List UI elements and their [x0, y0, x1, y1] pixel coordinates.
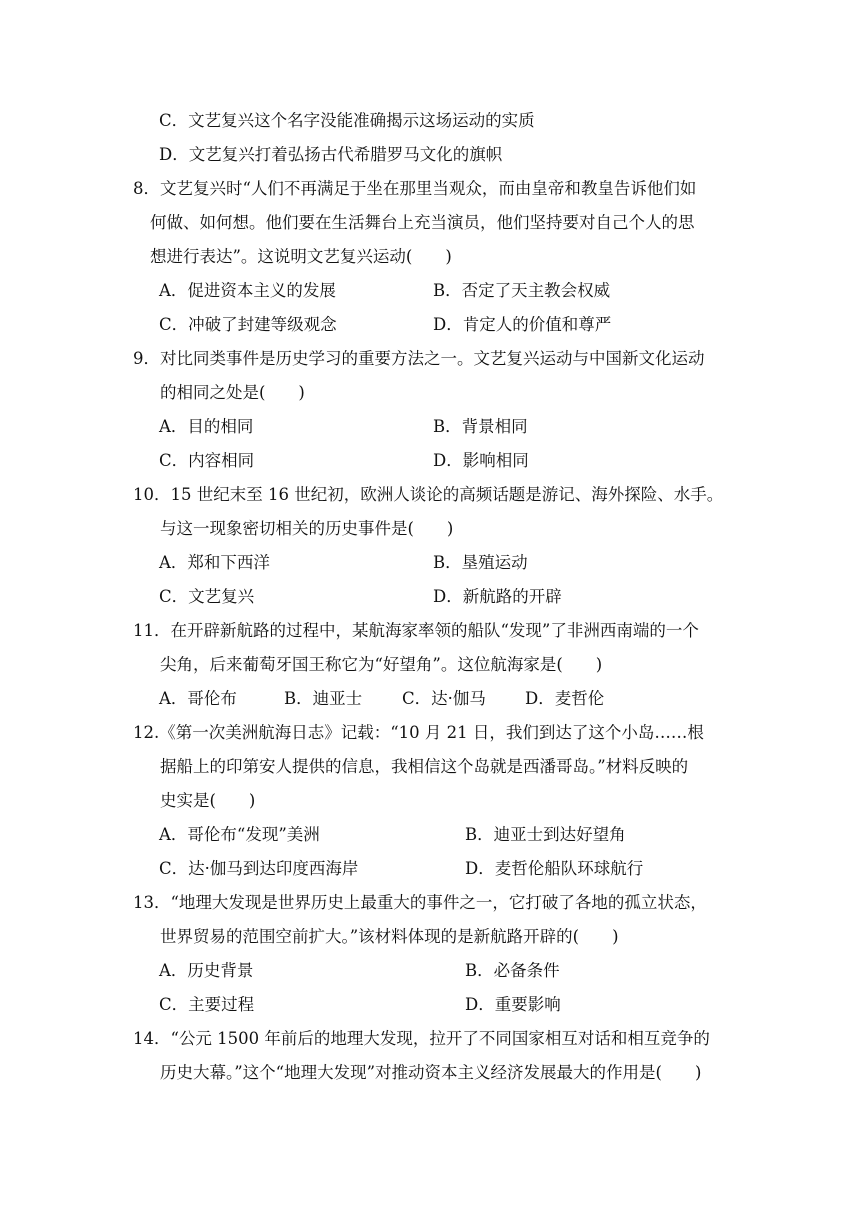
q13-stem-line-2: 世界贸易的范围空前扩大。”该材料体现的是新航路开辟的( ): [160, 927, 619, 946]
q12-option-c: C．达·伽马到达印度西海岸: [159, 859, 359, 878]
q12-option-d: D．麦哲伦船队环球航行: [465, 859, 644, 878]
q13-option-b: B．必备条件: [465, 961, 560, 980]
q12-option-b: B．迪亚士到达好望角: [465, 825, 626, 844]
q11-stem-line-1: 11．在开辟新航路的过程中，某航海家率领的船队“发现”了非洲西南端的一个: [133, 621, 699, 640]
q10-stem-line-1: 10．15 世纪末至 16 世纪初，欧洲人谈论的高频话题是游记、海外探险、水手。: [133, 485, 724, 504]
q10-option-d: D．新航路的开辟: [433, 587, 562, 606]
q8-option-d: D．肯定人的价值和尊严: [433, 315, 612, 334]
q13-option-c: C．主要过程: [159, 995, 255, 1014]
q10-option-a: A．郑和下西洋: [159, 553, 270, 572]
q8-stem-line-2: 何做、如何想。他们要在生活舞台上充当演员，他们坚持要对自己个人的思: [150, 213, 695, 232]
q13-stem-line-1: 13．“地理大发现是世界历史上最重大的事件之一，它打破了各地的孤立状态，: [133, 893, 707, 912]
q10-option-c: C．文艺复兴: [159, 587, 255, 606]
q9-stem-line-2: 的相同之处是( ): [160, 383, 305, 402]
q9-stem-line-1: 9．对比同类事件是历史学习的重要方法之一。文艺复兴运动与中国新文化运动: [133, 349, 705, 368]
q12-stem-line-1: 12.《第一次美洲航海日志》记载：“10 月 21 日，我们到达了这个小岛……根: [133, 723, 704, 742]
q13-option-a: A．历史背景: [159, 961, 254, 980]
q11-option-b: B．迪亚士: [284, 689, 363, 708]
q11-option-c: C．达·伽马: [402, 689, 486, 708]
q12-stem-line-2: 据船上的印第安人提供的信息，我相信这个岛就是西潘哥岛。”材料反映的: [160, 757, 689, 776]
q9-option-d: D．影响相同: [433, 451, 529, 470]
q13-option-d: D．重要影响: [465, 995, 561, 1014]
q11-option-a: A．哥伦布: [159, 689, 237, 708]
q9-option-c: C．内容相同: [159, 451, 255, 470]
prev-option-c: C．文艺复兴这个名字没能准确揭示这场运动的实质: [159, 111, 535, 130]
q10-option-b: B．垦殖运动: [433, 553, 528, 572]
q9-option-b: B．背景相同: [433, 417, 528, 436]
q14-stem-line-1: 14．“公元 1500 年前后的地理大发现，拉开了不同国家相互对话和相互竞争的: [133, 1029, 710, 1048]
q10-stem-line-2: 与这一现象密切相关的历史事件是( ): [160, 519, 454, 538]
q11-option-d: D．麦哲伦: [525, 689, 605, 708]
q8-stem-line-1: 8．文艺复兴时“人们不再满足于坐在那里当观众，而由皇帝和教皇告诉他们如: [133, 179, 697, 198]
q12-option-a: A．哥伦布“发现”美洲: [159, 825, 320, 844]
prev-option-d: D．文艺复兴打着弘扬古代希腊罗马文化的旗帜: [159, 145, 503, 164]
q11-stem-line-2: 尖角，后来葡萄牙国王称它为“好望角”。这位航海家是( ): [160, 655, 603, 674]
q8-option-b: B．否定了天主教会权威: [433, 281, 611, 300]
q8-option-c: C．冲破了封建等级观念: [159, 315, 337, 334]
q8-option-a: A．促进资本主义的发展: [159, 281, 336, 300]
q9-option-a: A．目的相同: [159, 417, 254, 436]
q12-stem-line-3: 史实是( ): [160, 791, 256, 810]
q14-stem-line-2: 历史大幕。”这个“地理大发现”对推动资本主义经济发展最大的作用是( ): [160, 1063, 702, 1082]
q8-stem-line-3: 想进行表达”。这说明文艺复兴运动( ): [150, 247, 452, 266]
